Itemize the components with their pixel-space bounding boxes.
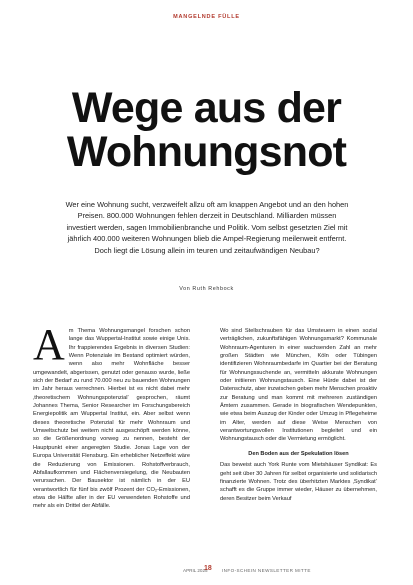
right-column-paragraph-2: Das beweist auch York Runte vom Mietshäuser Syndikat: Es geht seit über 30 Jahren für selbst organisierte und solidarisch finanzierte Wohnen. Trotz des überhitzten Marktes ‚Syndikat‘ schafft es die Gruppe immer wieder, Häuser zu übernehmen, deren Besitzer beim Verkauf [220, 462, 377, 502]
left-column [33, 320, 190, 511]
page-number: 18 [204, 565, 212, 572]
article-title [0, 86, 413, 174]
title-line-2: Wohnungsnot [66, 128, 347, 176]
section-rubric: MANGELNDE FÜLLE [173, 14, 240, 20]
author-byline: Von Ruth Rehbock [179, 286, 234, 292]
right-column-paragraph-1: Wo sind Stellschrauben für das Umsteuern in einen sozial verträglichen, zukunftsfähigen Wohnungsmarkt? Kommunale Wohnraum-Agenturen in einer wachsenden Zahl an mehr großen Städten wie München, Köln oder Tübingen identifizieren Wohnraumbedarfe im Quartier bei der Beratung für Wohnungssuchende an, vermitteln akkurate Wohnungen oder initiieren Wohnungstausch. Eine Hürde dabei ist der Datenschutz, aber inzwischen geben mehr Menschen proaktiv zur Beratung und man kommt mit mehreren zuständigen Ämtern zusammen. Gerade in biografischen Wendepunkten, wie etwa beim Auszug der Kinder oder Umzug in Pflegeheime im Alter, werden auf diese Weise Menschen von verantwortungsvollen Institutionen begleitet und ein Wohnungstausch oder die Vermietung ermöglicht. [220, 328, 377, 443]
footer-issue: INFO-SCHEIN NEWSLETTER MITTE [222, 568, 311, 573]
section-subheading: Den Boden aus der Spekulation lösen [248, 450, 349, 457]
left-column-paragraph [33, 320, 190, 511]
article-lead: Wer eine Wohnung sucht, verzweifelt allzu oft am knappen Angebot und an den hohen Preisen. 800.000 Wohnungen fehlen derzeit in Deutschland. Milliarden müssen investiert werden, sagen Immobilienbranche und Politik. Vom selbst gesetzten Ziel mit jährlich 400.000 weiteren Wohnungen blieb die Ampel-Regierung meilenweit entfernt. Doch liegt die Lösung allein im teuren und zeitaufwändigen Neubau? [65, 200, 349, 255]
footer-date: APRIL 2025 [183, 568, 208, 573]
drop-cap: A [33, 320, 65, 369]
right-column [220, 327, 377, 503]
left-column-text: m Thema Wohnungsmangel forschen schon lange das Wuppertal-Institut sowie einige Unis. Ihr frappierendes Ergebnis in diversen Studien: Wenn Potenziale im Bestand optimiert würden, wenn also mehr Wohnfläche besser umgewandelt, abgerissen, genutzt oder genauso wurde, ließe sich der Bedarf zu rund 70.000 neu zu bauenden Wohnungen im Jahr heraus verrechnen. Hierbei ist es nicht dabei mehr ‚theoretischem Wohnungspotenzial‘ gesprochen, räumt Johannes Thema, Senior Researcher im Forschungsbereich Energiepolitik am Wuppertal Institut, ein. Aber selbst wenn dieses theoretische Potenzial für mehr Wohnraum und Umweltschutz bei weitem nicht ausgeschöpft werden könne, so die Größenordnung vorweg zu nennen, besteht der Hauptpunkt einer angeregten Studie. Jonas Lage von der Europa Universität Flensburg. Ein erheblicher Netzeffekt wäre die Reduzierung von Emissionen. Rohstoffverbrauch, Abfallaufkommen und Flächenversiegelung, die Neubauten verursachen. Der Bausektor ist nämlich in der EU verantwortlich für fünf bis zwölf Prozent der CO₂-Emissionen, etwa die Hälfte aller in der EU verwendeten Rohstoffe und mehr als ein Drittel der Abfälle. [33, 328, 190, 510]
title-line-1: Wege aus der [71, 84, 342, 132]
